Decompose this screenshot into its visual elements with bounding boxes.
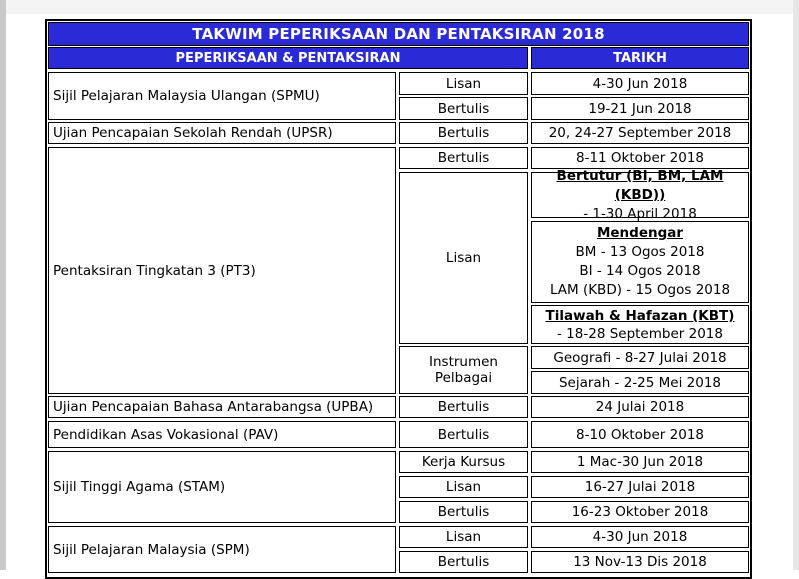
exam-type-cell: Lisan — [399, 476, 528, 498]
header-date: TARIKH — [531, 47, 749, 69]
exam-date-cell: 13 Nov-13 Dis 2018 — [531, 551, 749, 573]
exam-type-cell: Bertulis — [399, 97, 528, 120]
exam-name-stam: Sijil Tinggi Agama (STAM) — [48, 451, 396, 523]
exam-name-pt3: Pentaksiran Tingkatan 3 (PT3) — [48, 147, 396, 394]
exam-name-upsr: Ujian Pencapaian Sekolah Rendah (UPSR) — [48, 122, 396, 144]
exam-date-cell: 8-11 Oktober 2018 — [531, 147, 749, 169]
tilawah-date: - 18-28 September 2018 — [557, 325, 723, 342]
mendengar-line: BI - 14 Ogos 2018 — [579, 263, 701, 279]
exam-date-cell: 8-10 Oktober 2018 — [531, 421, 749, 448]
bertutur-cell — [531, 167, 749, 222]
exam-type-cell: Bertulis — [399, 501, 528, 523]
exam-date-cell: Geografi - 8-27 Julai 2018 — [531, 346, 749, 369]
mendengar-line: LAM (KBD) - 15 Ogos 2018 — [549, 282, 731, 298]
exam-type-cell: Bertulis — [399, 147, 528, 169]
exam-type-cell: Kerja Kursus — [399, 451, 528, 473]
mendengar-heading: Mendengar — [596, 225, 684, 241]
exam-name-upba: Ujian Pencapaian Bahasa Antarabangsa (UPBA) — [48, 396, 396, 418]
bertutur-date: - 1-30 April 2018 — [583, 205, 697, 222]
exam-type-cell: Bertulis — [399, 551, 528, 573]
exam-type-cell: Bertulis — [399, 421, 528, 448]
exam-type-cell: Lisan — [399, 72, 528, 95]
tilawah-cell — [531, 305, 749, 344]
exam-type-cell: Instrumen Pelbagai — [399, 346, 528, 394]
exam-name-spm: Sijil Pelajaran Malaysia (SPM) — [48, 526, 396, 573]
mendengar-line: BM - 13 Ogos 2018 — [575, 244, 705, 260]
exam-date-cell: 4-30 Jun 2018 — [531, 72, 749, 95]
exam-date-cell: 24 Julai 2018 — [531, 396, 749, 418]
exam-type-cell: Bertulis — [399, 122, 528, 144]
exam-name-pav: Pendidikan Asas Vokasional (PAV) — [48, 421, 396, 448]
page-top-edge — [0, 0, 799, 14]
exam-date-cell: 16-27 Julai 2018 — [531, 476, 749, 498]
exam-type-cell: Bertulis — [399, 396, 528, 418]
exam-type-cell: Lisan — [399, 526, 528, 548]
exam-date-cell: 1 Mac-30 Jun 2018 — [531, 451, 749, 473]
exam-type-cell: Lisan — [399, 172, 528, 344]
page-left-edge — [0, 0, 6, 570]
exam-date-cell: 20, 24-27 September 2018 — [531, 122, 749, 144]
page-right-edge — [793, 0, 799, 570]
tilawah-heading: Tilawah & Hafazan (KBT) — [545, 307, 735, 324]
table-title: TAKWIM PEPERIKSAAN DAN PENTAKSIRAN 2018 — [48, 22, 749, 46]
exam-date-cell: 16-23 Oktober 2018 — [531, 501, 749, 523]
bertutur-heading: Bertutur (BI, BM, LAM (KBD)) — [556, 167, 724, 203]
exam-date-cell: Sejarah - 2-25 Mei 2018 — [531, 371, 749, 394]
exam-date-cell: 4-30 Jun 2018 — [531, 526, 749, 548]
mendengar-cell — [531, 221, 749, 303]
header-exam: PEPERIKSAAN & PENTAKSIRAN — [48, 47, 528, 69]
exam-date-cell: 19-21 Jun 2018 — [531, 97, 749, 120]
exam-name-spmu: Sijil Pelajaran Malaysia Ulangan (SPMU) — [48, 72, 396, 120]
